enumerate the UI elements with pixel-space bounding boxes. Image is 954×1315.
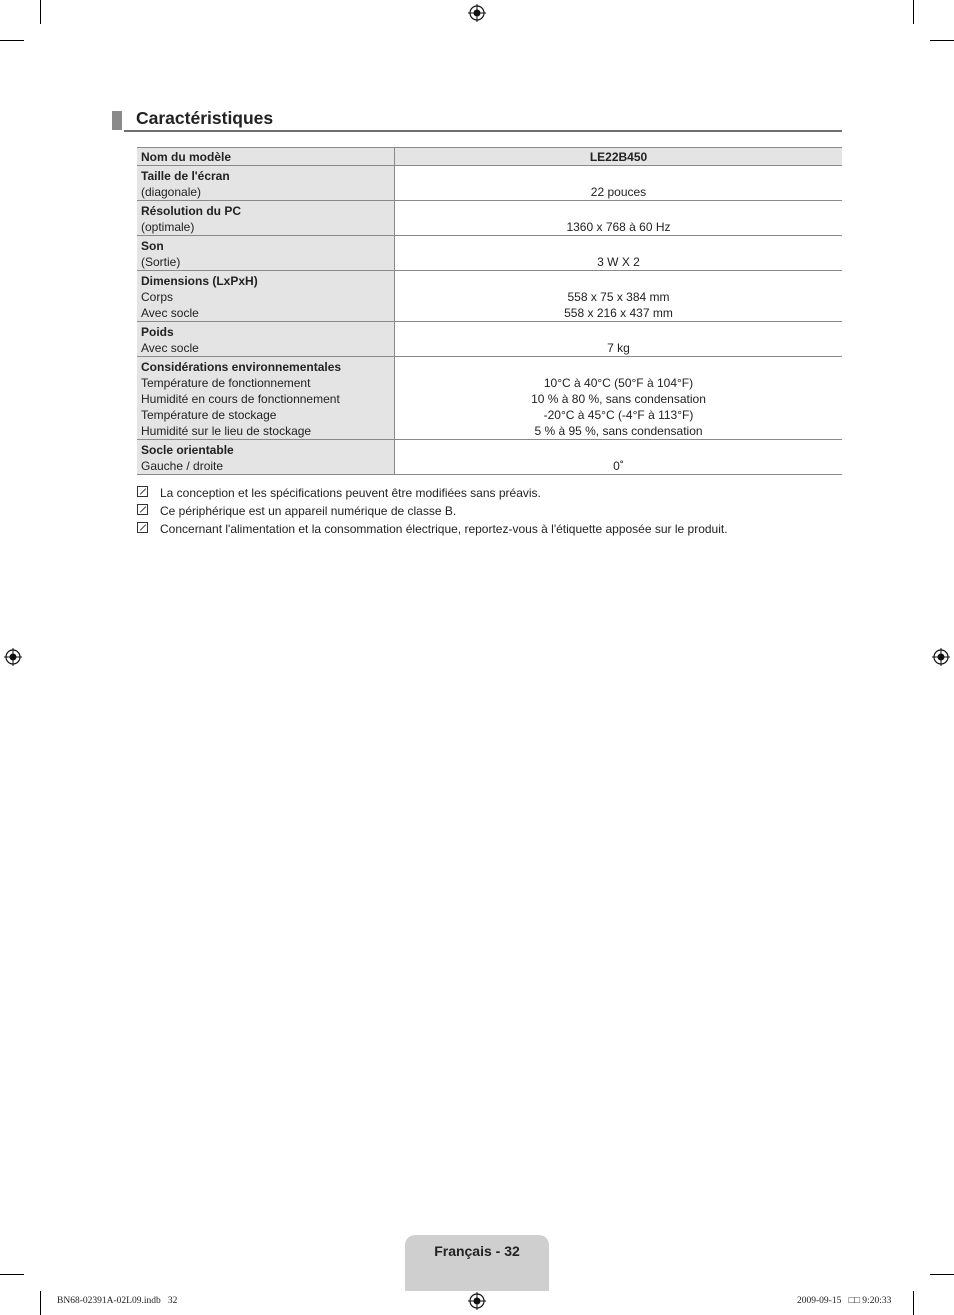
spec-label-cell xyxy=(137,357,395,440)
spec-title: Considérations environnementales xyxy=(141,360,342,374)
spec-sublabel: Humidité en cours de fonctionnement xyxy=(141,392,340,406)
table-row xyxy=(137,166,842,201)
crop-mark xyxy=(40,0,41,24)
spec-label-cell xyxy=(137,201,395,236)
spec-sublabel: (optimale) xyxy=(141,220,195,234)
spec-value: 1360 x 768 à 60 Hz xyxy=(566,220,671,234)
note-text: Ce périphérique est un appareil numérique de classe B. xyxy=(160,504,457,518)
table-row xyxy=(137,440,842,475)
page-number: Français - 32 xyxy=(434,1243,520,1259)
page-number-tab xyxy=(405,1235,549,1291)
table-header-row xyxy=(137,148,842,166)
table-row xyxy=(137,201,842,236)
spec-title: Dimensions (LxPxH) xyxy=(141,274,258,288)
spec-value-cell xyxy=(395,166,843,201)
spec-sublabel: (Sortie) xyxy=(141,255,181,269)
spec-label-cell xyxy=(137,271,395,322)
spec-value: 5 % à 95 %, sans condensation xyxy=(534,424,703,438)
crop-mark xyxy=(40,1291,41,1315)
spec-sublabel: (diagonale) xyxy=(141,185,202,199)
spec-value-cell xyxy=(395,201,843,236)
section-heading xyxy=(112,108,842,132)
spec-value: -20°C à 45°C (-4°F à 113°F) xyxy=(543,408,694,422)
spec-title: Son xyxy=(141,239,164,253)
heading-rule xyxy=(124,130,842,132)
spec-value: 558 x 75 x 384 mm xyxy=(567,290,670,304)
registration-mark-icon xyxy=(468,4,486,22)
spec-title: Socle orientable xyxy=(141,443,234,457)
note-icon xyxy=(137,504,148,515)
spec-sublabel: Avec socle xyxy=(141,341,199,355)
spec-label-cell xyxy=(137,236,395,271)
crop-mark xyxy=(0,1274,24,1275)
spec-value-cell xyxy=(395,322,843,357)
spec-value-cell xyxy=(395,440,843,475)
registration-mark-icon xyxy=(468,1292,486,1310)
spec-value: 558 x 216 x 437 mm xyxy=(564,306,673,320)
spec-table xyxy=(137,147,842,475)
crop-mark xyxy=(0,40,24,41)
spec-value: 22 pouces xyxy=(590,185,647,199)
spec-sublabel: Température de stockage xyxy=(141,408,277,422)
spec-title: Résolution du PC xyxy=(141,204,241,218)
header-label: Nom du modèle xyxy=(137,148,395,166)
spec-value: 0˚ xyxy=(613,459,624,473)
spec-value: 10 % à 80 %, sans condensation xyxy=(531,392,706,406)
print-datetime: 2009-09-15 □□ 9:20:33 xyxy=(797,1296,892,1306)
spec-value: 7 kg xyxy=(607,341,630,355)
spec-sublabel: Température de fonctionnement xyxy=(141,376,311,390)
spec-sublabel: Avec socle xyxy=(141,306,199,320)
spec-title: Poids xyxy=(141,325,174,339)
crop-mark xyxy=(930,40,954,41)
table-row xyxy=(137,357,842,440)
crop-mark xyxy=(913,0,914,24)
crop-mark xyxy=(930,1274,954,1275)
spec-value-cell xyxy=(395,357,843,440)
spec-sublabel: Corps xyxy=(141,290,174,304)
spec-sublabel: Humidité sur le lieu de stockage xyxy=(141,424,312,438)
spec-label-cell xyxy=(137,322,395,357)
note-icon xyxy=(137,486,148,497)
heading-marker xyxy=(112,111,122,130)
page-title: Caractéristiques xyxy=(136,108,274,128)
table-row xyxy=(137,322,842,357)
spec-value-cell xyxy=(395,271,843,322)
spec-value: 10°C à 40°C (50°F à 104°F) xyxy=(543,376,694,390)
registration-mark-icon xyxy=(932,648,950,666)
print-file-info: BN68-02391A-02L09.indb 32 xyxy=(57,1296,178,1306)
note-text: Concernant l'alimentation et la consommation électrique, reportez-vous à l'étiquette apposée sur le produit. xyxy=(160,522,728,536)
spec-value-cell xyxy=(395,236,843,271)
spec-value: 3 W X 2 xyxy=(597,255,640,269)
header-value: LE22B450 xyxy=(395,148,843,166)
table-row xyxy=(137,271,842,322)
note-text: La conception et les spécifications peuvent être modifiées sans préavis. xyxy=(160,486,541,500)
table-row xyxy=(137,236,842,271)
registration-mark-icon xyxy=(4,648,22,666)
spec-sublabel: Gauche / droite xyxy=(141,459,224,473)
spec-label-cell xyxy=(137,440,395,475)
spec-title: Taille de l'écran xyxy=(141,169,230,183)
spec-label-cell xyxy=(137,166,395,201)
note-icon xyxy=(137,522,148,533)
crop-mark xyxy=(913,1291,914,1315)
